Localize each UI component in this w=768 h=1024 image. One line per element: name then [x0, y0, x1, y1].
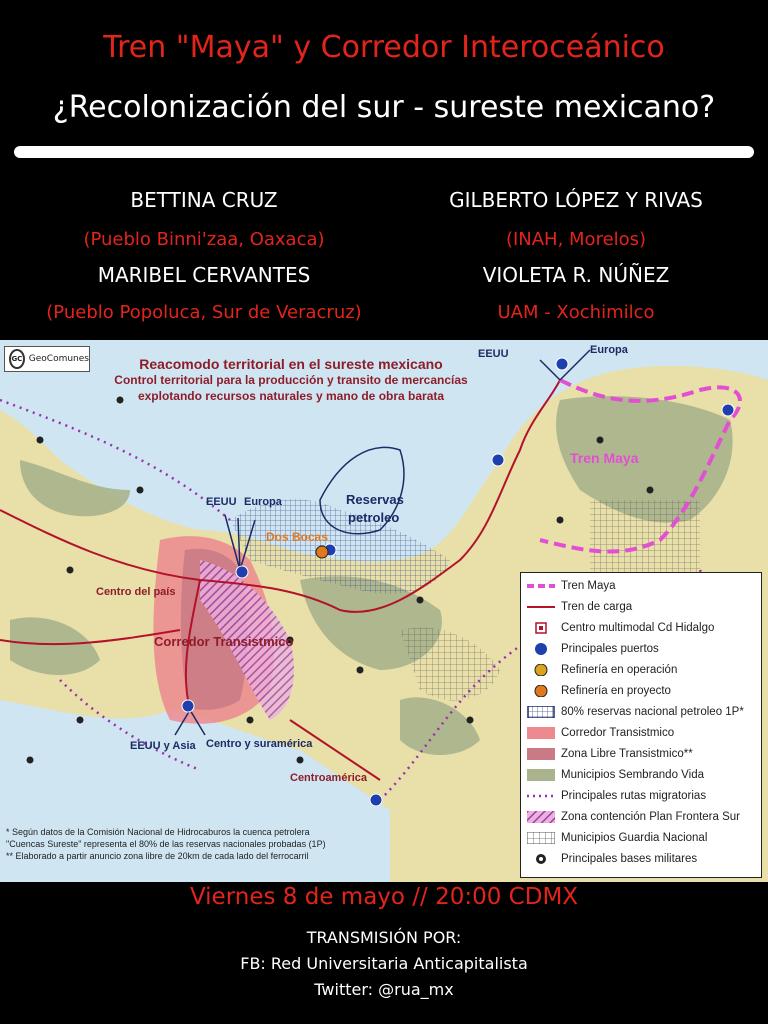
legend-label: 80% reservas nacional petroleo 1P* [561, 706, 744, 718]
legend-label: Tren de carga [561, 601, 633, 613]
dotted-line-icon [527, 790, 555, 802]
legend-item-plan-frontera [527, 808, 740, 826]
legend-label: Municipios Sembrando Vida [561, 769, 704, 781]
multimodal-icon [527, 622, 555, 634]
territorial-map [0, 340, 768, 882]
label-centro-sur: Centro y suramérica [206, 738, 313, 750]
refinery-operating-icon [527, 664, 555, 676]
olive-box-icon [527, 769, 555, 781]
legend-item-reservas [527, 703, 744, 721]
legend-label: Municipios Guardia Nacional [561, 832, 708, 844]
legend-item-corredor [527, 724, 674, 742]
label-centro-pais: Centro del país [96, 586, 176, 598]
line-icon [527, 601, 555, 613]
legend-label: Corredor Transistmico [561, 727, 675, 739]
map-subtitle-1: Control territorial para la producción y transito de mercancías [114, 373, 468, 387]
geocomunes-logo [4, 346, 90, 372]
legend-item-puertos [527, 640, 659, 658]
legend-item-tren-maya [527, 577, 616, 595]
label-centroamerica: Centroamérica [290, 772, 368, 784]
geocomunes-logo-text: GeoComunes [28, 354, 89, 364]
speaker-name-3: MARIBEL CERVANTES [97, 263, 311, 287]
map-legend [520, 572, 762, 878]
map-note-1: * Según datos de la Comisión Nacional de Hidrocaburos la cuenca petrolera [6, 827, 310, 837]
facebook-link[interactable]: FB: Red Universitaria Anticapitalista [240, 954, 528, 973]
legend-label: Principales bases militares [561, 853, 698, 865]
purple-hatch-icon [527, 811, 555, 823]
map-notes [6, 826, 386, 862]
port-icon [527, 643, 555, 655]
label-tren-maya: Tren Maya [570, 450, 639, 466]
speaker-affiliation-3: (Pueblo Popoluca, Sur de Veracruz) [46, 302, 362, 323]
speaker-affiliation-2: (INAH, Morelos) [505, 229, 647, 250]
legend-label: Refinería en proyecto [561, 685, 671, 697]
label-dos-bocas: Dos Bocas [266, 530, 329, 544]
legend-label: Zona Libre Transistmico** [561, 748, 693, 760]
geocomunes-logo-mark: GC [9, 349, 25, 369]
label-reservas-1: Reservas [346, 492, 404, 507]
legend-label: Principales puertos [561, 643, 659, 655]
refinery-project-icon [527, 685, 555, 697]
broadcast-heading: TRANSMISIÓN POR: [306, 928, 462, 947]
label-eeuu-top: EEUU [478, 348, 509, 360]
legend-item-refineria-proyecto [527, 682, 671, 700]
map-note-3: ** Elaborado a partir anuncio zona libre de 20km de cada lado del ferrocarril [6, 851, 309, 861]
legend-item-rutas-migratorias [527, 787, 706, 805]
legend-item-multimodal [527, 619, 714, 637]
label-reservas-2: petroleo [348, 510, 400, 525]
legend-item-tren-carga [527, 598, 632, 616]
grid-box-icon [527, 832, 555, 844]
legend-label: Zona contención Plan Frontera Sur [561, 811, 740, 823]
divider-bar [14, 146, 754, 158]
map-subtitle-2: explotando recursos naturales y mano de obra barata [137, 389, 445, 403]
pink-box-icon [527, 727, 555, 739]
label-europa-gulf: Europa [244, 496, 282, 508]
label-eeuu-asia: EEUU y Asia [130, 740, 196, 752]
speaker-name-4: VIOLETA R. NÚÑEZ [482, 263, 670, 287]
map-note-2: "Cuencas Sureste" representa el 80% de las reservas nacionales probadas (1P) [6, 839, 326, 849]
map-title [96, 356, 486, 404]
map-title-main: Reacomodo territorial en el sureste mexicano [139, 356, 443, 372]
legend-item-sembrando-vida [527, 766, 704, 784]
event-subtitle: ¿Recolonización del sur - sureste mexicano? [52, 90, 716, 125]
label-eeuu-gulf: EEUU [206, 496, 237, 508]
hatched-box-icon [527, 706, 555, 718]
legend-item-zona-libre [527, 745, 693, 763]
legend-label: Refinería en operación [561, 664, 678, 676]
speaker-affiliation-1: (Pueblo Binni'zaa, Oaxaca) [83, 229, 325, 250]
event-date: Viernes 8 de mayo // 20:00 CDMX [189, 884, 579, 910]
military-base-icon [527, 853, 555, 865]
refinery-project-dos-bocas [316, 546, 328, 558]
legend-item-guardia-nacional [527, 829, 707, 847]
speaker-name-1: BETTINA CRUZ [130, 188, 278, 212]
legend-item-bases-militares [527, 850, 697, 868]
speaker-affiliation-4: UAM - Xochimilco [497, 302, 655, 323]
twitter-link[interactable]: Twitter: @rua_mx [314, 980, 454, 999]
legend-label: Centro multimodal Cd Hidalgo [561, 622, 715, 634]
legend-label: Principales rutas migratorias [561, 790, 707, 802]
speaker-name-2: GILBERTO LÓPEZ Y RIVAS [449, 188, 703, 212]
dashed-line-icon [527, 580, 555, 592]
guardia-nacional-area-2 [400, 627, 500, 700]
legend-item-refineria-operacion [527, 661, 677, 679]
legend-label: Tren Maya [561, 580, 616, 592]
event-title: Tren "Maya" y Corredor Interoceánico [103, 30, 665, 65]
rose-box-icon [527, 748, 555, 760]
label-europa-top: Europa [590, 344, 628, 356]
label-corredor: Corredor Transistmico [154, 634, 294, 649]
